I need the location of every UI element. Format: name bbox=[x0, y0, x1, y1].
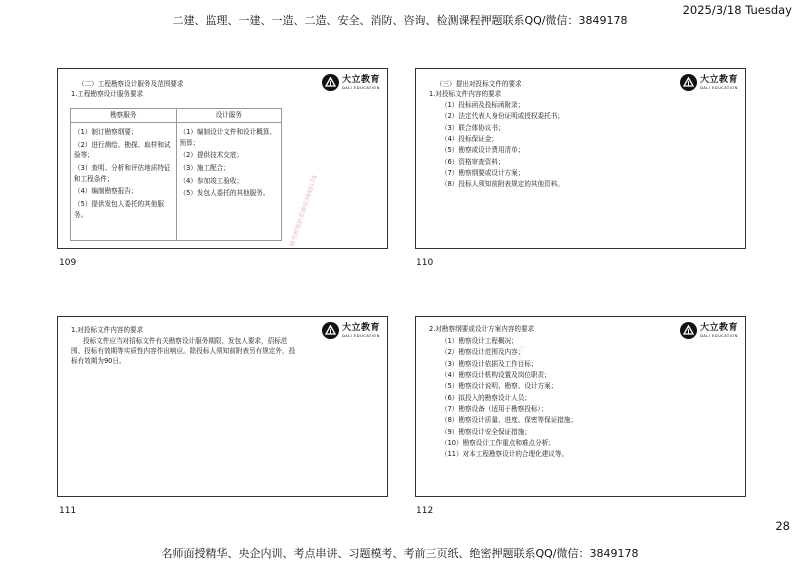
service-table bbox=[70, 108, 282, 241]
dali-logo-icon bbox=[680, 74, 697, 91]
paragraph-text: 投标文件应当对招标文件有关勘察设计服务期限、发包人要求，招标范围、投标有效期等实质性内容作出响应。除投标人须知前附表另有规定外，投标有效期为90日。 bbox=[71, 337, 296, 366]
watermark: 精考押题联系微信3849178 bbox=[288, 174, 319, 248]
list-item: （4）勘察设计机构设置及岗位职责； bbox=[441, 370, 551, 379]
table-header-survey: 勘察服务 bbox=[110, 111, 137, 119]
logo bbox=[680, 74, 738, 91]
slide-111 bbox=[57, 316, 388, 497]
slide-subheading: 2.对勘察纲要或设计方案内容的要求 bbox=[429, 325, 535, 333]
table-header bbox=[71, 109, 281, 123]
table-cell: （1）制订勘察纲要； bbox=[74, 128, 138, 136]
dali-logo-icon bbox=[680, 322, 697, 339]
slide-number: 109 bbox=[59, 258, 77, 268]
header-date: 2025/3/18 Tuesday bbox=[682, 3, 792, 17]
list-item: （1）勘察设计工程概况； bbox=[441, 337, 518, 345]
table-header-design: 设计服务 bbox=[176, 109, 282, 122]
logo-name-cn: 大立教育 bbox=[699, 322, 738, 333]
list-item: （11）对本工程勘察设计的合理化建议等。 bbox=[441, 450, 569, 459]
slide-number: 112 bbox=[416, 506, 434, 516]
table-cell: （1）编制设计文件和设计概算、预算； bbox=[179, 128, 277, 147]
list-item: （7）勘察纲要或设计方案； bbox=[441, 168, 525, 177]
logo bbox=[322, 74, 380, 91]
table-cell: （5）发包人委托的其他服务。 bbox=[179, 189, 270, 198]
content-list bbox=[441, 100, 564, 191]
table-col-survey bbox=[71, 123, 176, 240]
list-item: （10）勘察设计工作重点和难点分析； bbox=[441, 438, 555, 447]
slide-number: 111 bbox=[59, 506, 77, 516]
table-cell: （2）进行测绘、勘探、取样和试验等； bbox=[74, 140, 171, 160]
list-item: （7）勘察设备（适用于勘察投标）； bbox=[441, 404, 548, 413]
content-list bbox=[441, 336, 577, 461]
list-item: （2）法定代表人身份证明或授权委托书； bbox=[441, 112, 564, 121]
table-cell: （3）查明、分析和评估地质特征和工程条件； bbox=[74, 164, 171, 183]
table-cell: （4）参加竣工验收； bbox=[179, 176, 244, 185]
footer-text: 名师面授精华、央企内训、考点串讲、习题模考、考前三页纸、绝密押题联系QQ/微信：3849178 bbox=[161, 547, 639, 560]
list-item: （5）勘察设计说明、勘察、设计方案； bbox=[441, 382, 558, 391]
list-item: （3）联合体协议书； bbox=[441, 123, 505, 132]
table-cell: （5）提供发包人委托的其他服务。 bbox=[74, 200, 164, 219]
list-item: （8）勘察设计质量、进度、保密等保证措施； bbox=[441, 416, 578, 425]
logo-name-cn: 大立教育 bbox=[341, 74, 380, 85]
logo-name-en: DALI EDUCATION bbox=[341, 332, 380, 338]
slide-number: 110 bbox=[416, 258, 434, 268]
logo-name-en: DALI EDUCATION bbox=[341, 84, 380, 90]
slide-109 bbox=[57, 68, 388, 249]
logo-name-en: DALI EDUCATION bbox=[699, 332, 738, 338]
dali-logo-icon bbox=[322, 74, 339, 91]
slide-heading: （三）提出对投标文件的要求 bbox=[436, 80, 522, 88]
list-item: （2）勘察设计范围及内容； bbox=[441, 348, 525, 357]
list-item: （8）投标人须知前附表规定的其他资料。 bbox=[441, 180, 564, 189]
table-cell: （3）施工配合； bbox=[179, 164, 230, 173]
slide-subheading: 1.对投标文件内容的要求 bbox=[71, 326, 144, 334]
watermark: 3849178 bbox=[512, 344, 527, 373]
list-item: （6）拟投入的勘察设计人员； bbox=[441, 393, 531, 402]
logo-name-cn: 大立教育 bbox=[699, 74, 738, 85]
list-item: （1）投标函及投标函附录； bbox=[441, 101, 525, 109]
logo-name-en: DALI EDUCATION bbox=[699, 84, 738, 90]
slide-subheading: 1.对投标文件内容的要求 bbox=[429, 90, 502, 98]
slide-subheading: 1.工程勘察设计服务要求 bbox=[71, 90, 144, 98]
slide-112 bbox=[415, 316, 746, 497]
slide-paragraph bbox=[71, 336, 296, 367]
logo bbox=[680, 322, 738, 339]
table-cell: （2）提供技术交底； bbox=[179, 151, 244, 160]
list-item: （6）资格审查资料； bbox=[441, 157, 505, 166]
table-cell: （4）编制勘察报告； bbox=[74, 187, 138, 196]
slide-heading: （二）工程勘察设计服务及范围要求 bbox=[78, 80, 184, 88]
list-item: （3）勘察设计依据及工作目标； bbox=[441, 359, 538, 368]
logo bbox=[322, 322, 380, 339]
page-number: 28 bbox=[775, 519, 790, 533]
list-item: （9）勘察设计安全保证措施； bbox=[441, 427, 531, 436]
table-col-design bbox=[176, 123, 282, 240]
list-item: （4）投标保证金； bbox=[441, 134, 498, 143]
dali-logo-icon bbox=[322, 322, 339, 339]
header-title: 二建、监理、一建、一造、二造、安全、消防、咨询、检测课程押题联系QQ/微信：3849178 bbox=[172, 14, 628, 27]
slide-110 bbox=[415, 68, 746, 249]
list-item: （5）勘察或设计费用清单； bbox=[441, 146, 525, 155]
logo-name-cn: 大立教育 bbox=[341, 322, 380, 333]
